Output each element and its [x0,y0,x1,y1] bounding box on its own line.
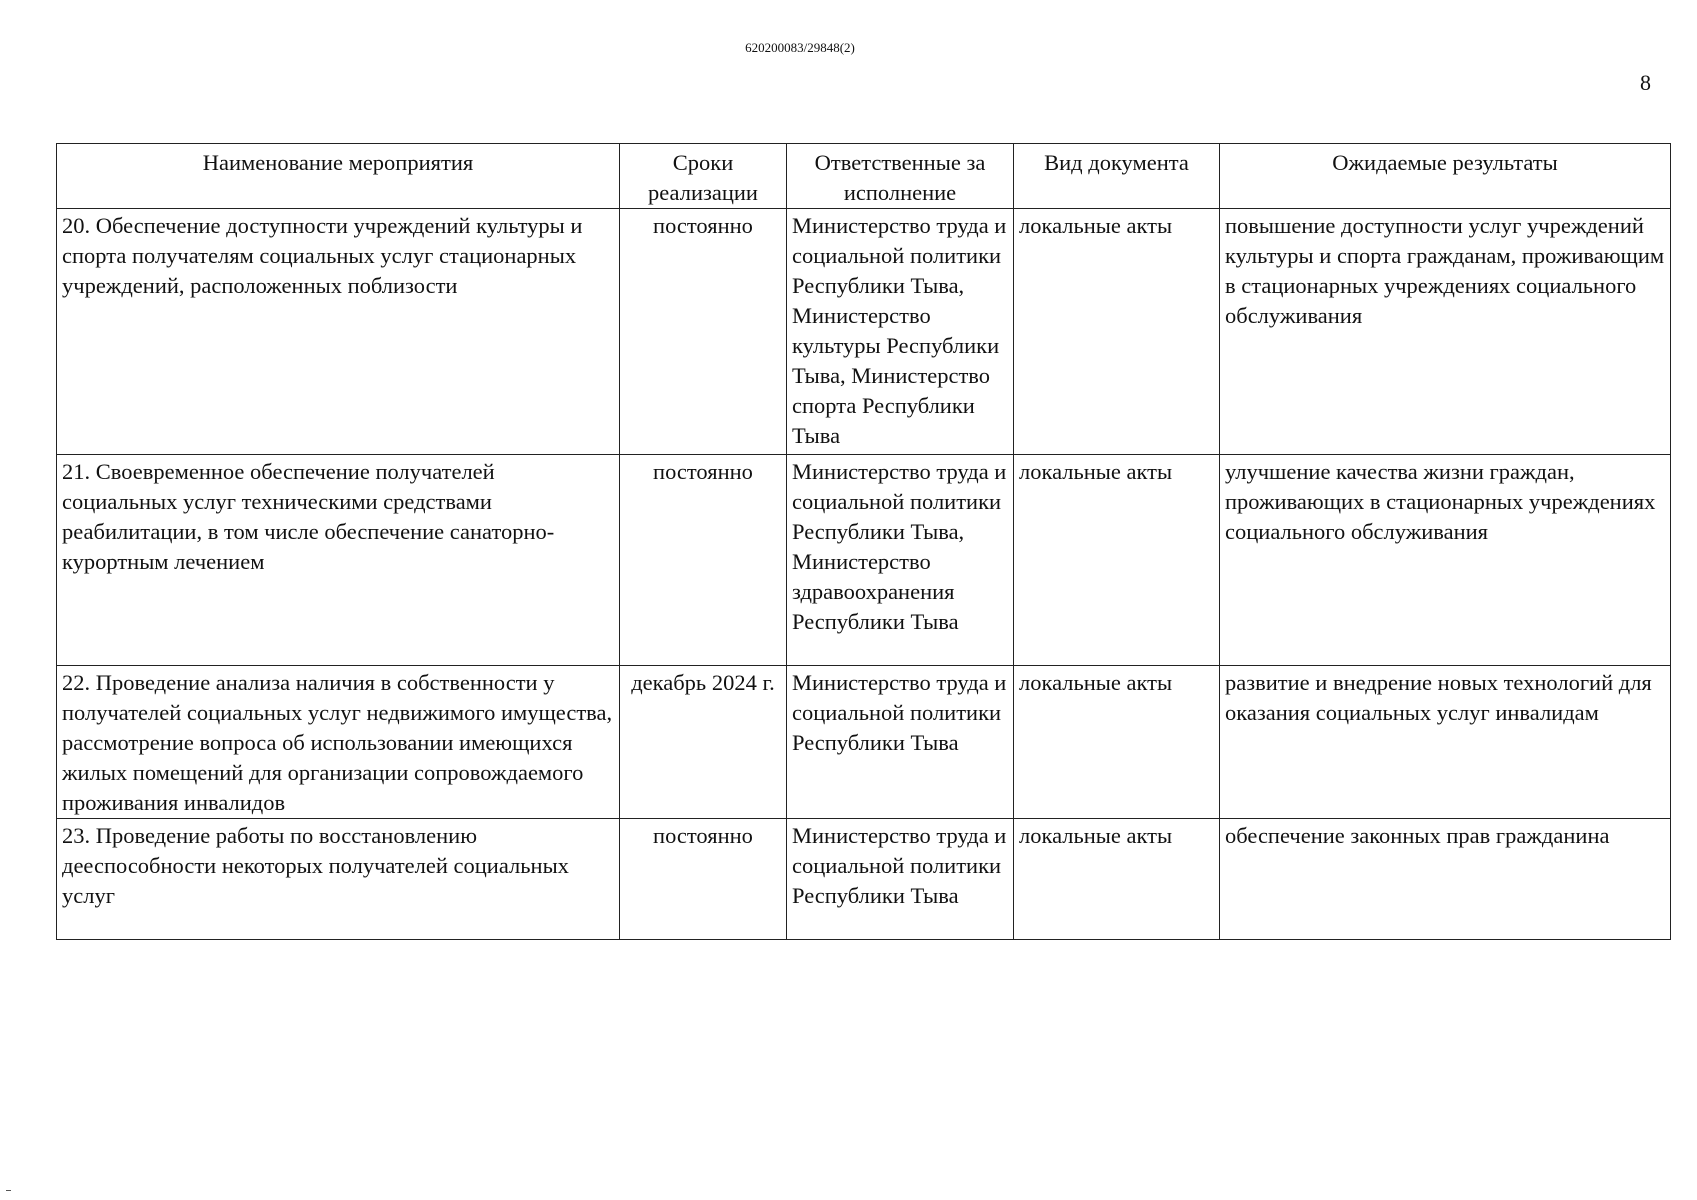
cell-activity-name: 21. Своевременное обеспечение получателей социальных услуг техническими средствами реабилитации, в том числе обеспечение санаторно-курортным лечением [57,455,620,666]
column-header-responsible: Ответственные за исполнение [787,144,1014,209]
table-row [57,666,1671,819]
table-header-row [57,144,1671,209]
page-number: 8 [1640,70,1651,95]
column-header-name: Наименование мероприятия [57,144,620,209]
column-header-result: Ожидаемые результаты [1220,144,1671,209]
document-id: 620200083/29848(2) [745,40,855,55]
column-header-term: Сроки реализации [620,144,787,209]
cell-term: постоянно [620,455,787,666]
cell-doc-type: локальные акты [1014,666,1220,819]
cell-term: декабрь 2024 г. [620,666,787,819]
cell-term: постоянно [620,209,787,455]
cell-activity-name: 20. Обеспечение доступности учреждений культуры и спорта получателям социальных услуг стационарных учреждений, расположенных поблизости [57,209,620,455]
cell-result: развитие и внедрение новых технологий для оказания социальных услуг инвалидам [1220,666,1671,819]
column-header-doc-type: Вид документа [1014,144,1220,209]
cell-responsible: Министерство труда и социальной политики Республики Тыва [787,819,1014,940]
cell-doc-type: локальные акты [1014,819,1220,940]
cell-activity-name: 23. Проведение работы по восстановлению дееспособности некоторых получателей социальных услуг [57,819,620,940]
cell-responsible: Министерство труда и социальной политики Республики Тыва, Министерство здравоохранения Республики Тыва [787,455,1014,666]
cell-result: обеспечение законных прав гражданина [1220,819,1671,940]
table-row [57,455,1671,666]
cell-responsible: Министерство труда и социальной политики Республики Тыва, Министерство культуры Республики Тыва, Министерство спорта Республики Тыва [787,209,1014,455]
cell-result: повышение доступности услуг учреждений культуры и спорта гражданам, проживающим в стационарных учреждениях социального обслуживания [1220,209,1671,455]
table-row [57,819,1671,940]
cell-doc-type: локальные акты [1014,209,1220,455]
cell-result: улучшение качества жизни граждан, проживающих в стационарных учреждениях социального обслуживания [1220,455,1671,666]
table-row [57,209,1671,455]
cell-activity-name: 22. Проведение анализа наличия в собственности у получателей социальных услуг недвижимого имущества, рассмотрение вопроса об использовании имеющихся жилых помещений для организации сопровождаемого проживания инвалидов [57,666,620,819]
cell-term: постоянно [620,819,787,940]
cell-responsible: Министерство труда и социальной политики Республики Тыва [787,666,1014,819]
cell-doc-type: локальные акты [1014,455,1220,666]
scan-artifact [6,1190,11,1191]
activities-table [56,143,1671,940]
